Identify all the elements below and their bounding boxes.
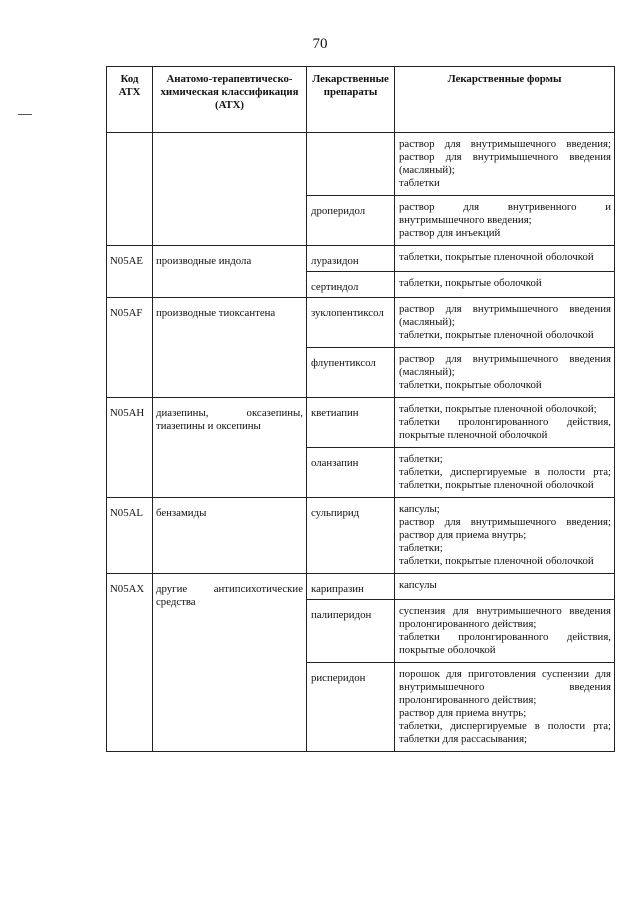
drug-name-cell: сульпирид	[307, 498, 395, 574]
atx-code-cell: N05AE	[107, 246, 153, 298]
atx-code-cell: N05AL	[107, 498, 153, 574]
drug-name-cell: кветиапин	[307, 398, 395, 448]
drug-name-cell: сертиндол	[307, 272, 395, 298]
drug-name-cell: рисперидон	[307, 663, 395, 752]
dosage-form-line: раствор для внутривенного и внутримышечного введения;	[399, 201, 611, 226]
dosage-forms-cell	[395, 272, 615, 298]
dosage-form-line: капсулы;	[399, 503, 440, 515]
classification-cell: диазепины, оксазепины, тиазепины и оксепины	[153, 398, 307, 498]
dosage-forms-cell	[395, 348, 615, 398]
dosage-form-line: таблетки, покрытые пленочной оболочкой	[399, 251, 594, 263]
dosage-forms-cell	[395, 574, 615, 600]
header-code: Код АТХ	[107, 67, 153, 133]
dosage-form-line: таблетки, покрытые оболочкой	[399, 277, 542, 289]
classification-cell: бензамиды	[153, 498, 307, 574]
atx-table	[106, 66, 615, 752]
drug-name-cell: зуклопентиксол	[307, 298, 395, 348]
dosage-forms-cell	[395, 398, 615, 448]
classification-cell: производные тиоксантена	[153, 298, 307, 398]
dosage-forms-cell	[395, 498, 615, 574]
dosage-form-line: капсулы	[399, 579, 437, 591]
classification-cell: производные индола	[153, 246, 307, 298]
atx-code-cell: N05AX	[107, 574, 153, 752]
dosage-forms-cell	[395, 448, 615, 498]
dosage-form-line: раствор для внутримышечного введения (масляный);	[399, 353, 611, 378]
atx-code-cell	[107, 133, 153, 246]
table-header	[107, 67, 615, 133]
header-forms: Лекарственные формы	[395, 67, 615, 133]
drug-name-cell: дроперидол	[307, 196, 395, 246]
table-body	[107, 133, 615, 752]
dosage-form-line: таблетки, покрытые пленочной оболочкой;	[399, 403, 597, 415]
header-row	[107, 67, 615, 133]
dosage-form-line: порошок для приготовления суспензии для внутримышечного введения пролонгированного действия;	[399, 668, 611, 706]
drug-name-cell: оланзапин	[307, 448, 395, 498]
dosage-form-line: таблетки, покрытые пленочной оболочкой	[399, 479, 594, 491]
dosage-form-line: таблетки для рассасывания;	[399, 733, 528, 745]
dosage-forms-cell	[395, 663, 615, 752]
dosage-form-line: таблетки;	[399, 542, 443, 554]
dosage-form-line: таблетки пролонгированного действия, покрытые оболочкой	[399, 631, 611, 656]
margin-mark	[18, 114, 32, 115]
dosage-forms-cell	[395, 196, 615, 246]
dosage-form-line: раствор для приема внутрь;	[399, 707, 527, 719]
dosage-form-line: раствор для внутримышечного введения;	[399, 516, 611, 528]
table-row	[107, 133, 615, 196]
atx-code-cell: N05AH	[107, 398, 153, 498]
dosage-forms-cell	[395, 600, 615, 663]
dosage-form-line: суспензия для внутримышечного введения пролонгированного действия;	[399, 605, 611, 630]
dosage-form-line: таблетки;	[399, 453, 443, 465]
page-number: 70	[312, 36, 328, 52]
drug-name-cell	[307, 133, 395, 196]
dosage-form-line: раствор для внутримышечного введения (масляный);	[399, 303, 611, 328]
table-row	[107, 298, 615, 348]
drug-name-cell: карипразин	[307, 574, 395, 600]
dosage-form-line: таблетки, покрытые оболочкой	[399, 379, 542, 391]
table-row	[107, 574, 615, 600]
drug-name-cell: луразидон	[307, 246, 395, 272]
dosage-form-line: таблетки, диспергируемые в полости рта;	[399, 720, 611, 732]
dosage-form-line: таблетки	[399, 177, 440, 189]
drug-name-cell: палиперидон	[307, 600, 395, 663]
classification-cell	[153, 133, 307, 246]
dosage-form-line: таблетки, покрытые пленочной оболочкой	[399, 555, 594, 567]
dosage-form-line: раствор для приема внутрь;	[399, 529, 527, 541]
table-row	[107, 398, 615, 448]
atx-code-cell: N05AF	[107, 298, 153, 398]
dosage-forms-cell	[395, 298, 615, 348]
dosage-form-line: таблетки, покрытые пленочной оболочкой	[399, 329, 594, 341]
dosage-form-line: раствор для внутримышечного введения (масляный);	[399, 151, 611, 176]
header-classification: Анатомо-терапевтическо-химическая классификация (АТХ)	[153, 67, 307, 133]
drug-name-cell: флупентиксол	[307, 348, 395, 398]
dosage-form-line: таблетки пролонгированного действия, покрытые пленочной оболочкой	[399, 416, 611, 441]
table-row	[107, 246, 615, 272]
dosage-forms-cell	[395, 133, 615, 196]
dosage-forms-cell	[395, 246, 615, 272]
table-row	[107, 498, 615, 574]
dosage-form-line: раствор для инъекций	[399, 227, 501, 239]
header-drugs: Лекарственные препараты	[307, 67, 395, 133]
dosage-form-line: таблетки, диспергируемые в полости рта;	[399, 466, 611, 478]
classification-cell: другие антипсихотические средства	[153, 574, 307, 752]
dosage-form-line: раствор для внутримышечного введения;	[399, 138, 611, 150]
